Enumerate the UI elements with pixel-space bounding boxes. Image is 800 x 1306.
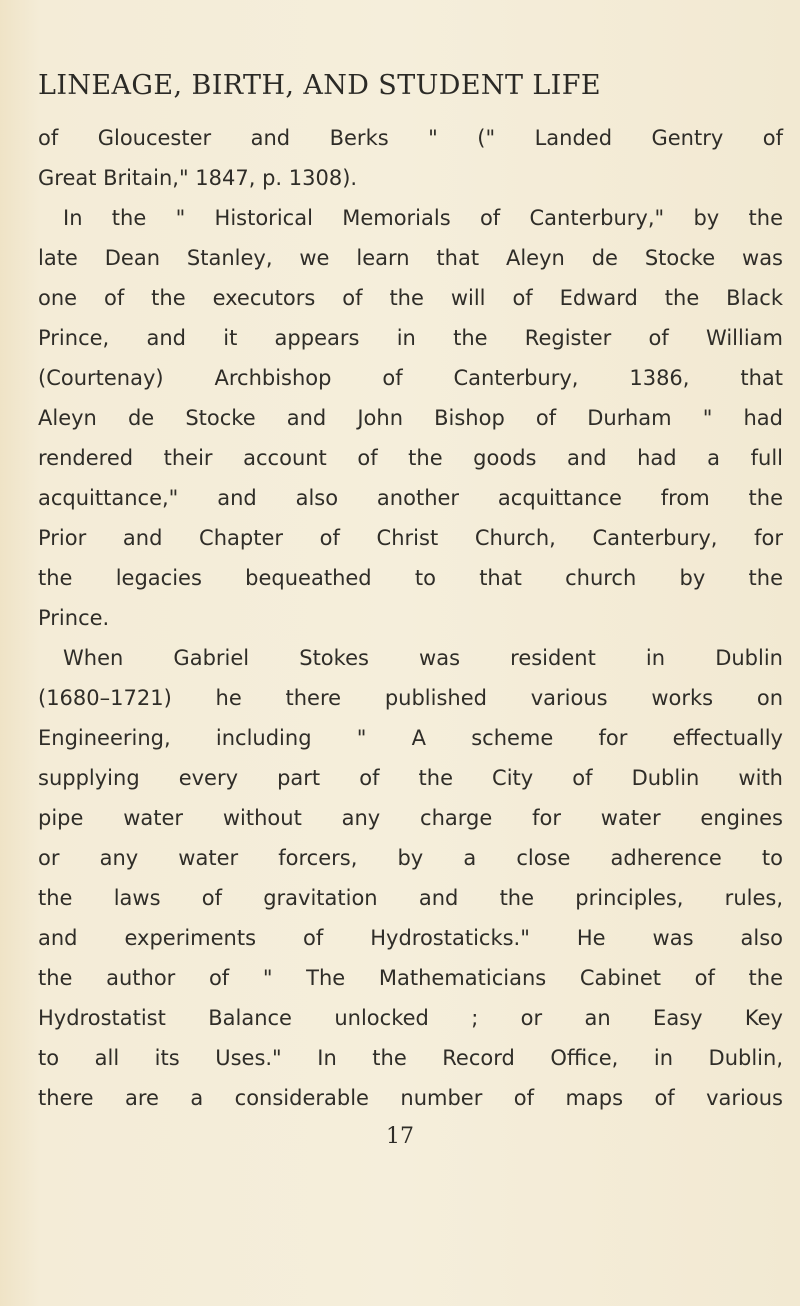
text-line: late Dean Stanley, we learn that Aleyn de Stocke was: [38, 246, 783, 270]
text-line: one of the executors of the will of Edward the Black: [38, 286, 783, 310]
text-line: rendered their account of the goods and had a full: [38, 446, 783, 470]
text-line: pipe water without any charge for water engines: [38, 806, 783, 830]
text-line: or any water forcers, by a close adherence to: [38, 846, 783, 870]
text-line: there are a considerable number of maps of various: [38, 1086, 783, 1110]
text-line: Great Britain," 1847, p. 1308).: [38, 166, 358, 190]
paragraph-start-line: In the " Historical Memorials of Canterbury," by the: [63, 206, 783, 230]
text-line: to all its Uses." In the Record Office, in Dublin,: [38, 1046, 783, 1070]
text-line: Aleyn de Stocke and John Bishop of Durham " had: [38, 406, 783, 430]
text-line: and experiments of Hydrostaticks." He was also: [38, 926, 783, 950]
text-line: the laws of gravitation and the principles, rules,: [38, 886, 783, 910]
running-head: LINEAGE, BIRTH, AND STUDENT LIFE: [38, 70, 601, 101]
text-line: Prince, and it appears in the Register of William: [38, 326, 783, 350]
text-line: acquittance," and also another acquittance from the: [38, 486, 783, 510]
text-line: the legacies bequeathed to that church by the: [38, 566, 783, 590]
text-line: Prince.: [38, 606, 110, 630]
text-line: Hydrostatist Balance unlocked ; or an Easy Key: [38, 1006, 783, 1030]
text-line: the author of " The Mathematicians Cabinet of the: [38, 966, 783, 990]
text-line: of Gloucester and Berks " (" Landed Gentry of: [38, 126, 783, 150]
text-line: (Courtenay) Archbishop of Canterbury, 1386, that: [38, 366, 783, 390]
page-number: 17: [386, 1124, 414, 1149]
text-line: Engineering, including " A scheme for effectually: [38, 726, 783, 750]
text-line: supplying every part of the City of Dublin with: [38, 766, 783, 790]
text-line: (1680–1721) he there published various works on: [38, 686, 783, 710]
body-text: [38, 118, 783, 1118]
paragraph-start-line: When Gabriel Stokes was resident in Dublin: [63, 646, 783, 670]
text-line: Prior and Chapter of Christ Church, Canterbury, for: [38, 526, 783, 550]
